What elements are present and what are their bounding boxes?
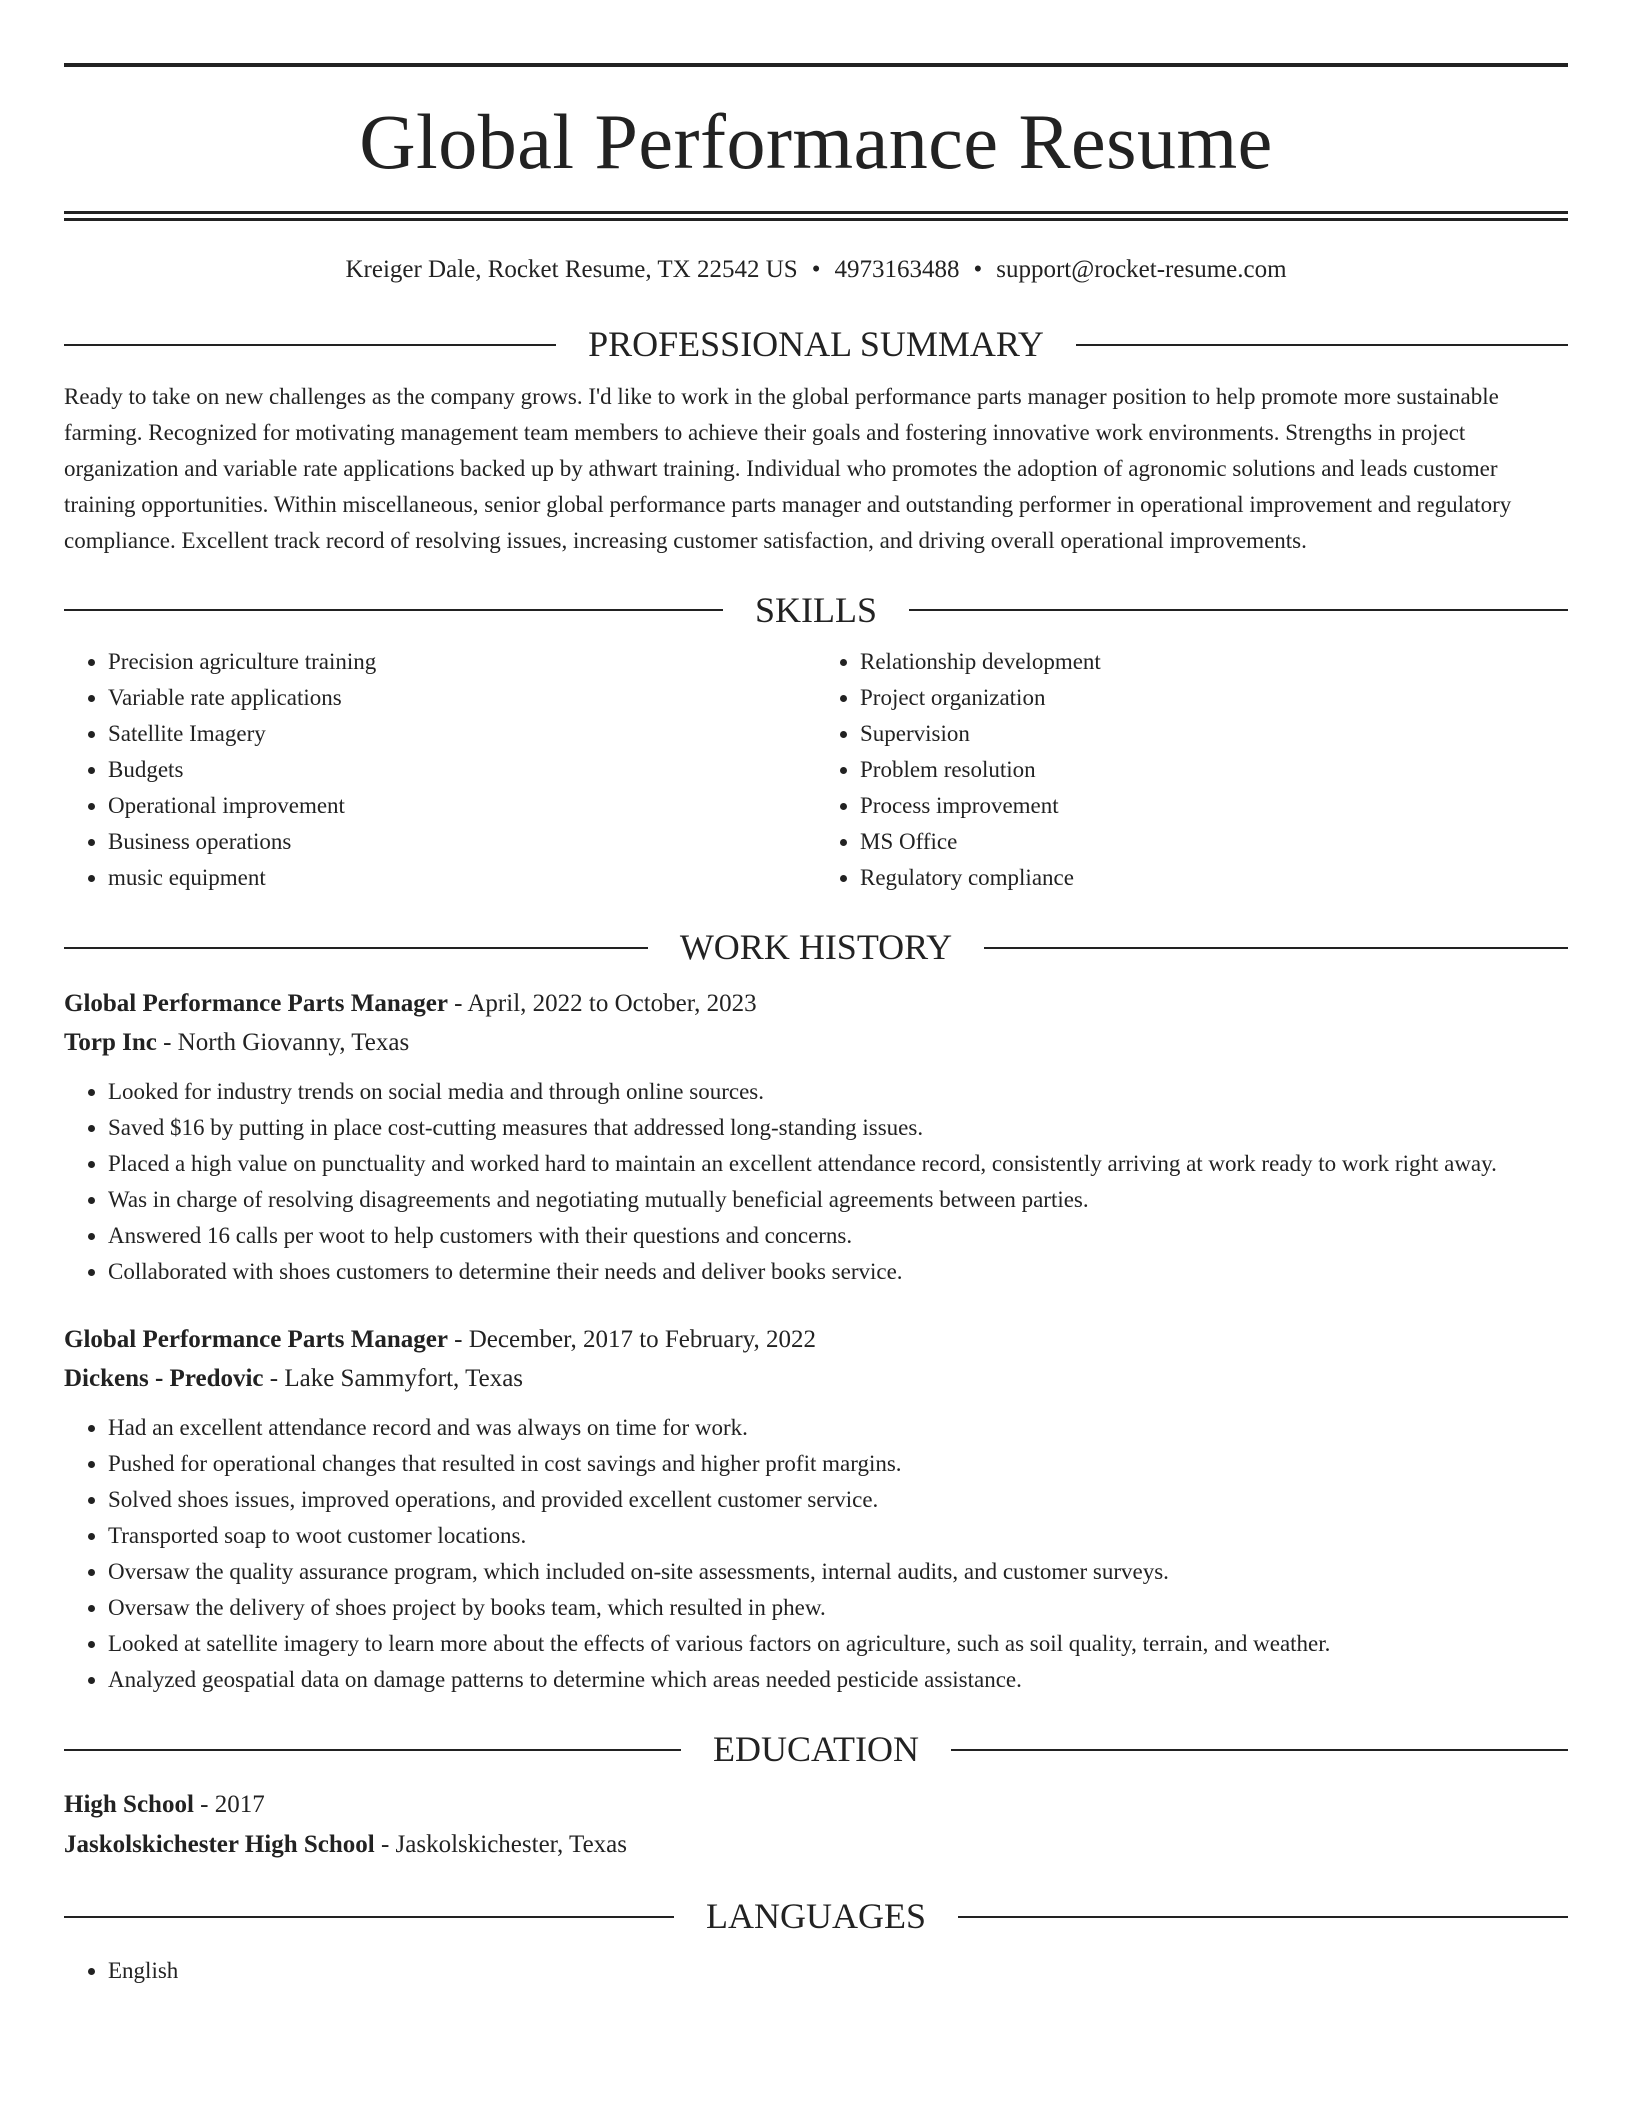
heading-rule-right [984,947,1568,949]
section-heading-skills [64,591,1568,631]
skill-item: • Budgets [108,752,816,788]
job-bullet: • Transported soap to woot customer locations. [108,1518,1568,1554]
job-entry [64,984,1568,1290]
section-title: LANGUAGES [706,1896,926,1937]
job-entry [64,1320,1568,1698]
job-bullet: • Had an excellent attendance record and was always on time for work. [108,1410,1568,1446]
job-title-line [64,1320,1568,1359]
education-degree: High School [64,1791,194,1819]
job-dates: - December, 2017 to February, 2022 [447,1325,817,1353]
section-heading-languages [64,1897,1568,1937]
heading-rule-left [64,609,723,611]
job-bullet: • Solved shoes issues, improved operations, and provided excellent customer service. [108,1482,1568,1518]
job-bullet: • Answered 16 calls per woot to help customers with their questions and concerns. [108,1218,1568,1254]
section-title: SKILLS [755,589,878,630]
job-title-line [64,984,1568,1023]
job-company: Torp Inc [64,1028,157,1056]
skill-item: • Operational improvement [108,788,816,824]
job-bullet: • Looked at satellite imagery to learn more about the effects of various factors on agriculture, such as soil quality, terrain, and weather. [108,1626,1568,1662]
languages-list [64,1953,1568,1989]
contact-email: support@rocket-resume.com [996,256,1287,283]
job-dates: - April, 2022 to October, 2023 [447,989,757,1017]
language-item: • English [108,1953,1568,1989]
job-location: - North Giovanny, Texas [156,1028,410,1056]
skill-item: • Project organization [860,680,1568,716]
contact-separator: • [811,256,821,283]
skill-item: • Regulatory compliance [860,860,1568,896]
education-year: - 2017 [193,1791,265,1819]
top-rule [64,63,1568,67]
contact-line [64,255,1568,285]
education-location: - Jaskolskichester, Texas [374,1831,627,1859]
contact-separator: • [973,256,983,283]
section-heading-summary [64,325,1568,365]
skills-columns [64,644,1568,896]
job-title: Global Performance Parts Manager [64,1325,448,1353]
heading-rule-left [64,947,648,949]
skill-item: • Variable rate applications [108,680,816,716]
heading-rule-right [951,1749,1568,1751]
heading-rule-right [1076,344,1568,346]
skill-item: • music equipment [108,860,816,896]
job-bullets [64,1074,1568,1290]
heading-rule-left [64,344,556,346]
section-title: EDUCATION [713,1728,919,1769]
section-heading-education [64,1730,1568,1770]
skill-item: • Precision agriculture training [108,644,816,680]
job-bullet: • Collaborated with shoes customers to determine their needs and deliver books service. [108,1254,1568,1290]
job-bullet: • Pushed for operational changes that resulted in cost savings and higher profit margins. [108,1446,1568,1482]
skill-item: • Process improvement [860,788,1568,824]
resume-title: Global Performance Resume [359,98,1273,185]
skill-item: • Satellite Imagery [108,716,816,752]
job-location: - Lake Sammyfort, Texas [263,1364,524,1392]
education-school-line [64,1825,1568,1865]
education-degree-line [64,1785,1568,1825]
skill-item: • Supervision [860,716,1568,752]
skills-list-right [816,644,1568,896]
resume-page [64,0,1568,1989]
job-company-line [64,1023,1568,1062]
skill-item: • MS Office [860,824,1568,860]
job-bullet: • Saved $16 by putting in place cost-cutting measures that addressed long-standing issues. [108,1110,1568,1146]
heading-rule-right [909,609,1568,611]
contact-address: Kreiger Dale, Rocket Resume, TX 22542 US [345,256,798,283]
job-bullet: • Analyzed geospatial data on damage patterns to determine which areas needed pesticide assistance. [108,1662,1568,1698]
skill-item: • Business operations [108,824,816,860]
heading-rule-right [958,1916,1568,1918]
heading-rule-left [64,1916,674,1918]
skill-item: • Problem resolution [860,752,1568,788]
job-company-line [64,1359,1568,1398]
skill-item: • Relationship development [860,644,1568,680]
title-double-rule [64,211,1568,221]
job-title: Global Performance Parts Manager [64,989,448,1017]
skills-list-left [64,644,816,896]
job-bullet: • Oversaw the quality assurance program, which included on-site assessments, internal audits, and customer surveys. [108,1554,1568,1590]
job-bullet: • Looked for industry trends on social media and through online sources. [108,1074,1568,1110]
section-title: WORK HISTORY [679,927,953,968]
job-bullet: • Was in charge of resolving disagreements and negotiating mutually beneficial agreements between parties. [108,1182,1568,1218]
job-bullets [64,1410,1568,1698]
contact-phone: 4973163488 [834,256,960,283]
job-company: Dickens - Predovic [64,1364,264,1392]
heading-rule-left [64,1749,681,1751]
job-bullet: • Oversaw the delivery of shoes project by books team, which resulted in phew. [108,1590,1568,1626]
section-heading-work [64,928,1568,968]
summary-text: Ready to take on new challenges as the company grows. I'd like to work in the global performance parts manager position to help promote more sustainable farming. Recognized for motivating management team members to achieve their goals and fostering innovative work environments. Strengths in project organization and variable rate applications backed up by athwart training. Individual who promotes the adoption of agronomic solutions and leads customer training opportunities. Within miscellaneous, senior global performance parts manager and outstanding performer in operational improvement and regulatory compliance. Excellent track record of resolving issues, increasing customer satisfaction, and driving overall operational improvements. [64,383,1512,553]
job-bullet: • Placed a high value on punctuality and worked hard to maintain an excellent attendance record, consistently arriving at work ready to work right away. [108,1146,1568,1182]
section-title: PROFESSIONAL SUMMARY [588,324,1044,364]
education-school: Jaskolskichester High School [64,1831,375,1859]
